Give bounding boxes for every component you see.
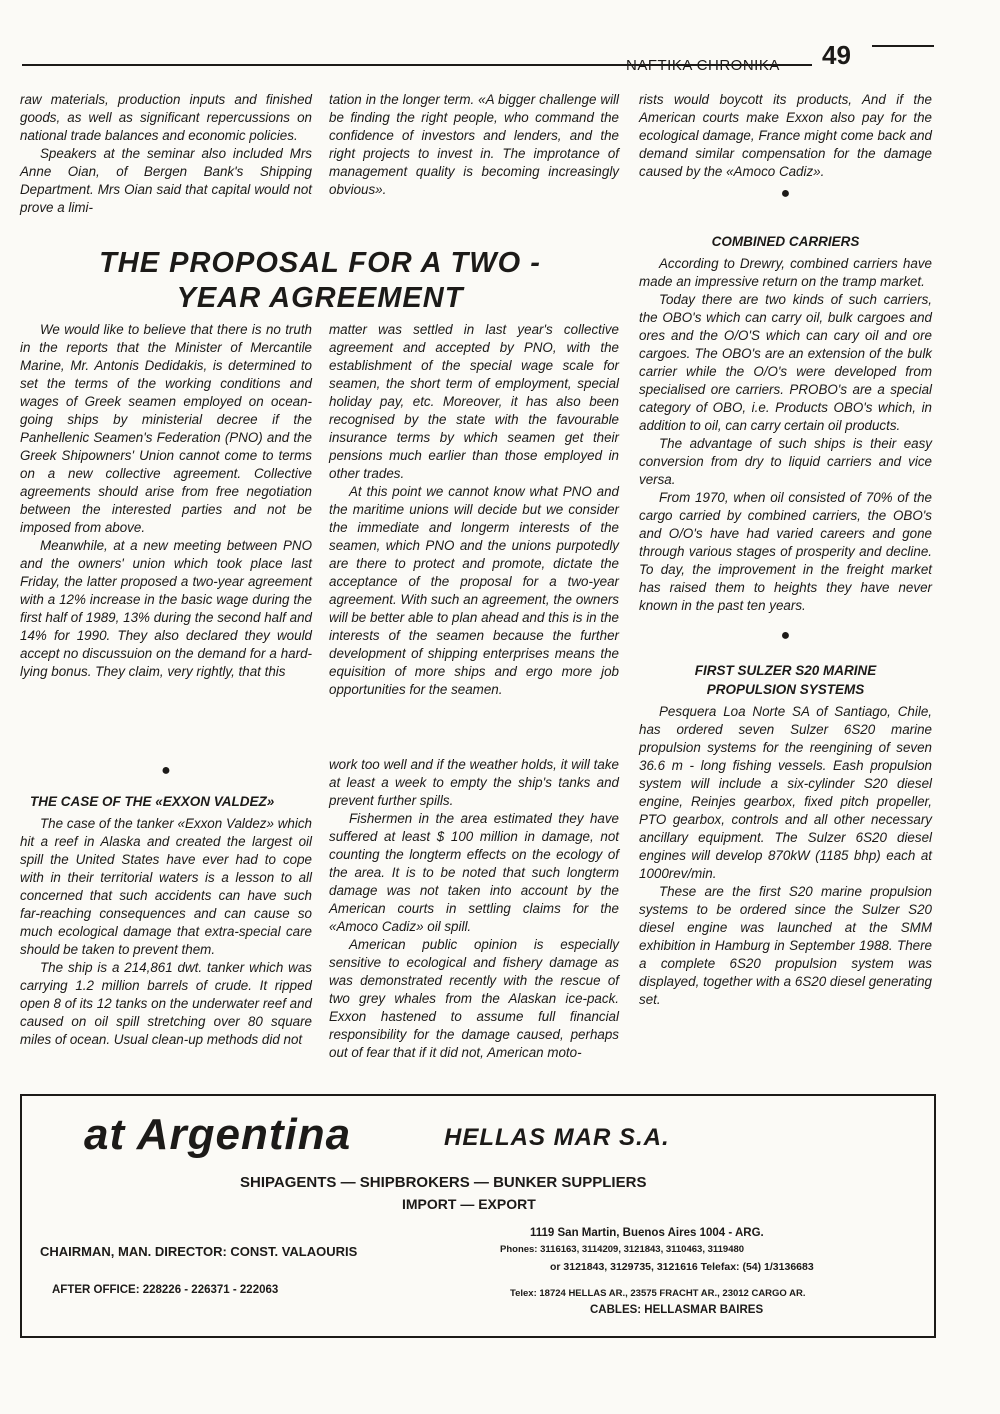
proposal-col-1 [20, 321, 312, 681]
paragraph: raw materials, production inputs and finished goods, as well as significant repercussions on national trade balances and economic policies. [20, 92, 312, 143]
paragraph: We would like to believe that there is no truth in the reports that the Minister of Mercantile Marine, Mr. Antonis Dedidakis, is determined to set the terms of the working conditions and wages of Greek seamen employed on ocean-going ships by ministerial decree if the Panhellenic Seamen's Federation (PNO) and the Greek Shipowners' Union cannot come to terms on a new collective agreement. Collective agreements should arise from free negotiation between the interested parties and not be imposed from above. [20, 322, 312, 535]
ad-services: SHIPAGENTS — SHIPBROKERS — BUNKER SUPPLIERS [240, 1174, 647, 1191]
bullet-separator: ● [161, 762, 171, 779]
combined-carriers-heading: COMBINED CARRIERS [711, 234, 860, 249]
ad-after-office: AFTER OFFICE: 228226 - 226371 - 222063 [52, 1284, 279, 1296]
headline-line-1: THE PROPOSAL FOR A TWO - [99, 247, 541, 279]
proposal-headline [20, 246, 620, 316]
paragraph: Fishermen in the area estimated they have suffered at least $ 100 million in damage, not counting the longterm effects on the ecology of the area. It is to be noted that such longterm damage was not taken into account by the American courts in settling claims for the «Amoco Cadiz» oil spill. [329, 811, 619, 934]
hellas-mar-advertisement [20, 1094, 936, 1338]
headline-line-2: YEAR AGREEMENT [176, 282, 464, 314]
paragraph: rists would boycott its products, And if the American courts make Exxon also pay for the ecological damage, France might come back and demand similar compensation for the damage caused by the «Amoco Cadiz». [639, 92, 932, 179]
paragraph: matter was settled in last year's collective agreement and accepted by PNO, with the establishment of the special wage scale for seamen, the short term of employment, special holiday pay, etc. Moreover, it has also been recognised by the state with the favourable insurance terms by which seamen get their pensions much earlier than those employed in other trades. [329, 322, 619, 481]
paragraph: Speakers at the seminar also included Mrs Anne Oian, of Bergen Bank's Shipping Department. Mrs Oian said that capital would not prove a limi- [20, 146, 312, 215]
proposal-col-2 [329, 321, 619, 699]
paragraph: Meanwhile, at a new meeting between PNO and the owners' union which took place last Friday, the latter proposed a two-year agreement with a 12% increase in the basic wage during the first half of 1989, 13% during the second half and 14% for 1990. They also declared they would accept no discussuion on the demand for a hard-lying bonus. They claim, very rightly, that this [20, 538, 312, 679]
publication-name: NAFTIKA CHRONIKA [626, 57, 780, 74]
paragraph: The advantage of such ships is their easy conversion from dry to liquid carriers and vice versa. [639, 436, 932, 487]
paragraph: The case of the tanker «Exxon Valdez» which hit a reef in Alaska and created the largest oil spill the United States have ever had to cope with in their territorial waters is a lesson to all concerned that such accidents can have such far-reaching consequences and can cause so much ecological damage that extra-special care should be taken to prevent them. [20, 816, 312, 957]
ad-address: 1119 San Martin, Buenos Aires 1004 - ARG. [530, 1227, 764, 1239]
sulzer-heading [639, 661, 932, 699]
top-col-3 [639, 91, 932, 209]
paragraph: tation in the longer term. «A bigger challenge will be finding the right people, who command the confidence of investors and lenders, and the right projects to invest in. The improtance of management quality is becoming increasingly obvious». [329, 92, 619, 197]
right-column [639, 232, 932, 1009]
paragraph: work too well and if the weather holds, it will take at least a week to empty the ship's tanks and prevent further spills. [329, 757, 619, 808]
exxon-col-2 [329, 756, 619, 1062]
ad-phones: Phones: 3116163, 3114209, 3121843, 3110463, 3119480 [500, 1244, 745, 1255]
ad-phones-2: or 3121843, 3129735, 3121616 Telefax: (54) 1/3136683 [550, 1261, 814, 1273]
bullet-separator: ● [780, 627, 791, 644]
paragraph: From 1970, when oil consisted of 70% of the cargo carried by combined carriers, the OBO's and O/O's have had varied careers and gone through various stages of prosperity and decline. To day, the improvement in the freight market has raised them to heights they have never known in the past ten years. [639, 490, 932, 613]
ad-telex: Telex: 18724 HELLAS AR., 23575 FRACHT AR., 23012 CARGO AR. [510, 1288, 806, 1299]
ad-chairman: CHAIRMAN, MAN. DIRECTOR: CONST. VALAOURIS [40, 1244, 358, 1259]
paragraph: These are the first S20 marine propulsion systems to be ordered since the Sulzer S20 diesel engine was launched at the SMM exhibition in Hamburg in September 1988. There a complete 6S20 propulsion system was displayed, together with a 6S20 diesel generating set. [639, 884, 932, 1007]
top-col-2 [329, 91, 619, 199]
header-rule-right [872, 45, 934, 47]
sulzer-heading-line-1: FIRST SULZER S20 MARINE [694, 663, 877, 678]
ad-trade: IMPORT — EXPORT [402, 1196, 536, 1212]
paragraph: American public opinion is especially sensitive to ecological and fishery damage as was demonstrated recently with the rescue of two grey whales from the Alaskan ice-pack. Exxon hastened to assume full financial responsibility for the damage caused, perhaps out of fear that if it did not, American moto- [329, 937, 619, 1060]
paragraph: Pesquera Loa Norte SA of Santiago, Chile, has ordered seven Sulzer 6S20 marine propulsion systems for the reengining of seven 36.6 m - long fishing vessels. Eash propulsion system will include a six-cylinder S20 diesel engine, Reinjes gearbox, fixed pitch propeller, PTO gearbox, controls and all other necessary ancillary equipment. The Sulzer 6S20 diesel engines will develop 870kW (1185 bhp) each at 1000rev/min. [639, 704, 932, 881]
paragraph: According to Drewry, combined carriers have made an impressive return on the tramp market. [639, 256, 932, 289]
exxon-heading: THE CASE OF THE «EXXON VALDEZ» [30, 794, 275, 809]
ad-company: HELLAS MAR S.A. [444, 1124, 670, 1151]
sulzer-heading-line-2: PROPULSION SYSTEMS [706, 682, 865, 697]
bullet-separator: ● [780, 185, 791, 202]
paragraph: Today there are two kinds of such carriers, the OBO's which can carry oil, bulk cargoes and ores and the O/O'S which can cary oil and ore cargoes. The OBO's are an extension of the bulk carrier while the O/O's were developed from specialised ore carriers. PROBO's are a special category of OBO, i.e. Products OBO's which, in addition to oil, can carry certain oil products. [639, 292, 932, 433]
ad-location: at Argentina [84, 1110, 352, 1159]
page-number: 49 [822, 40, 851, 70]
exxon-col-1 [20, 792, 312, 1049]
paragraph: The ship is a 214,861 dwt. tanker which was carrying 1.2 million barrels of crude. It ripped open 8 of its 12 tanks on the underwater reef and caused on oil spill stretching over 80 square miles of ocean. Usual clean-up methods did not [20, 960, 312, 1047]
top-col-1 [20, 91, 312, 217]
ad-cables: CABLES: HELLASMAR BAIRES [590, 1304, 764, 1316]
paragraph: At this point we cannot know what PNO and the maritime unions will decide but we consider the immediate and longerm interests of the seamen, which PNO and the unions purpotedly are there to protect and promote, dictate the acceptance of the proposal for a two-year agreement. With such an agreement, the owners will be better able to plan ahead and this is in the interests of the seamen because the further development of shipping enterprises means the equisition of more ships and ergo more job opportunities for the seamen. [329, 484, 619, 697]
